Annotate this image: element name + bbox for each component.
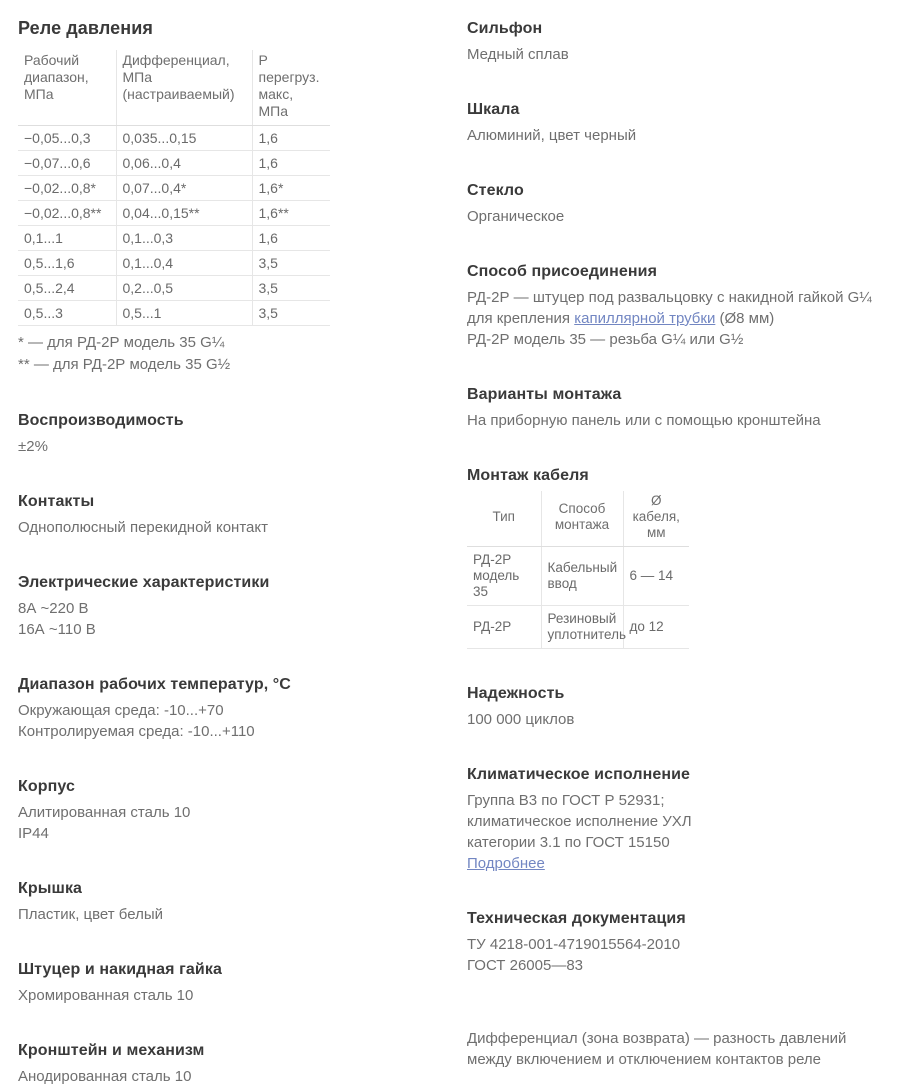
- table-row: [18, 276, 330, 301]
- table-cell: 3,5: [252, 301, 330, 326]
- table-cell: −0,05...0,3: [18, 126, 116, 151]
- page-title: Реле давления: [18, 18, 153, 38]
- table-row: [467, 547, 689, 606]
- section-line: Алитированная сталь 10: [18, 804, 191, 821]
- section-line: На приборную панель или с помощью кронштейна: [467, 412, 821, 429]
- section-bracket-mechanism: [18, 1042, 458, 1087]
- table-cell: Кабельный ввод: [541, 547, 623, 606]
- section-line: 8А ~220 В: [18, 600, 89, 617]
- differential-definition-note: Дифференциал (зона возврата) — разность давлений между включением и отключением контактов реле: [467, 1030, 847, 1068]
- section-title: Корпус: [18, 778, 75, 795]
- table-row: [18, 226, 330, 251]
- table-row: [18, 251, 330, 276]
- table-cell: РД-2Р: [467, 606, 541, 649]
- connection-paragraph: [467, 287, 880, 329]
- section-line: Однополюсный перекидной контакт: [18, 519, 268, 536]
- section-title: Электрические характеристики: [18, 574, 270, 591]
- table-row: [18, 151, 330, 176]
- section-title: Диапазон рабочих температур, °С: [18, 676, 291, 693]
- table-cell: 0,1...0,4: [116, 251, 252, 276]
- table-row: [18, 301, 330, 326]
- connection-paragraph-2: РД-2Р модель 35 — резьба G¼ или G½: [467, 331, 744, 348]
- two-column-layout: [18, 12, 880, 1087]
- section-cover: [18, 880, 458, 925]
- section-line: Алюминий, цвет черный: [467, 127, 637, 144]
- table-cell: 0,5...3: [18, 301, 116, 326]
- table-cell: −0,02...0,8*: [18, 176, 116, 201]
- section-reliability: [467, 685, 880, 730]
- table-cell: 0,1...1: [18, 226, 116, 251]
- section-technical-docs: [467, 910, 880, 976]
- table-cell: 0,06...0,4: [116, 151, 252, 176]
- table-cell: −0,07...0,6: [18, 151, 116, 176]
- section-electrical: [18, 574, 458, 640]
- table-cell: Резиновый уплотнитель: [541, 606, 623, 649]
- table-cell: 1,6**: [252, 201, 330, 226]
- table-cell: 3,5: [252, 276, 330, 301]
- table-header-row: [18, 50, 330, 126]
- table-header-row: [467, 491, 689, 547]
- col-header-diameter: Ø кабеля, мм: [623, 491, 689, 547]
- connection-text-prefix: РД-2Р — штуцер под развальцовку с накидной гайкой G¼ для крепления: [467, 289, 872, 327]
- section-title: Стекло: [467, 182, 524, 199]
- section-title: Техническая документация: [467, 910, 686, 927]
- section-reproducibility: [18, 412, 458, 457]
- section-line: 100 000 циклов: [467, 711, 575, 728]
- section-glass: [467, 182, 880, 227]
- table-cell: 1,6: [252, 226, 330, 251]
- col-header-type: Тип: [467, 491, 541, 547]
- section-line: IP44: [18, 825, 49, 842]
- section-scale: [467, 101, 880, 146]
- climate-link-line: [467, 853, 880, 874]
- section-line: Медный сплав: [467, 46, 569, 63]
- section-line: Органическое: [467, 208, 565, 225]
- section-fitting-nut: [18, 961, 458, 1006]
- section-title: Климатическое исполнение: [467, 766, 691, 783]
- section-title: Монтаж кабеля: [467, 467, 589, 484]
- footnote: ** — для РД-2Р модель 35 G½: [18, 356, 231, 373]
- section-title: Сильфон: [467, 20, 543, 37]
- section-bellows: [467, 20, 880, 65]
- section-body: [18, 778, 458, 844]
- right-column: [467, 12, 880, 1087]
- section-title: Штуцер и накидная гайка: [18, 961, 222, 978]
- table-row: [467, 606, 689, 649]
- table-cell: 0,5...1: [116, 301, 252, 326]
- table-cell: 0,1...0,3: [116, 226, 252, 251]
- section-line: климатическое исполнение УХЛ: [467, 813, 692, 830]
- col-header-differential: Дифференциал, МПа (настраиваемый): [116, 50, 252, 126]
- section-line: категории 3.1 по ГОСТ 15150: [467, 834, 670, 851]
- cable-mounting-table: [467, 491, 689, 649]
- capillary-tube-link[interactable]: капиллярной трубки: [574, 310, 716, 327]
- table-row: [18, 126, 330, 151]
- table-cell: 0,04...0,15**: [116, 201, 252, 226]
- section-line: 16А ~110 В: [18, 621, 96, 638]
- section-title: Надежность: [467, 685, 565, 702]
- table-cell: 0,5...2,4: [18, 276, 116, 301]
- section-cable-mounting: [467, 467, 880, 649]
- section-line: Группа В3 по ГОСТ Р 52931;: [467, 792, 665, 809]
- table-cell: 0,035...0,15: [116, 126, 252, 151]
- section-title: Шкала: [467, 101, 520, 118]
- section-line: Пластик, цвет белый: [18, 906, 163, 923]
- col-header-overload: Р перегруз. макс, МПа: [252, 50, 330, 126]
- section-line: ГОСТ 26005—83: [467, 957, 584, 974]
- table-cell: 1,6*: [252, 176, 330, 201]
- section-title: Кронштейн и механизм: [18, 1042, 205, 1059]
- table-footnotes: [18, 332, 458, 376]
- section-line: ±2%: [18, 438, 48, 455]
- table-cell: 0,2...0,5: [116, 276, 252, 301]
- section-mounting-options: [467, 386, 880, 431]
- connection-text-suffix: (Ø8 мм): [715, 310, 775, 327]
- table-row: [18, 176, 330, 201]
- table-row: [18, 201, 330, 226]
- section-temperature-range: [18, 676, 458, 742]
- section-title: Варианты монтажа: [467, 386, 622, 403]
- table-cell: −0,02...0,8**: [18, 201, 116, 226]
- section-contacts: [18, 493, 458, 538]
- table-cell: до 12: [623, 606, 689, 649]
- section-line: Анодированная сталь 10: [18, 1068, 192, 1085]
- col-header-method: Способ монтажа: [541, 491, 623, 547]
- pressure-relay-table: [18, 50, 330, 326]
- section-line: Контролируемая среда: -10...+110: [18, 723, 255, 740]
- footnote: * — для РД-2Р модель 35 G¼: [18, 334, 225, 351]
- table-cell: 0,07...0,4*: [116, 176, 252, 201]
- section-title: Воспроизводимость: [18, 412, 184, 429]
- table-cell: РД-2Р модель 35: [467, 547, 541, 606]
- more-details-link[interactable]: Подробнее: [467, 855, 545, 872]
- section-title: Контакты: [18, 493, 95, 510]
- section-climate: [467, 766, 880, 874]
- table-cell: 6 — 14: [623, 547, 689, 606]
- left-column: [18, 12, 458, 1087]
- table-cell: 3,5: [252, 251, 330, 276]
- col-header-working-range: Рабочий диапазон, МПа: [18, 50, 116, 126]
- section-title: Способ присоединения: [467, 263, 658, 280]
- section-line: Окружающая среда: -10...+70: [18, 702, 224, 719]
- table-cell: 0,5...1,6: [18, 251, 116, 276]
- section-title: Крышка: [18, 880, 83, 897]
- section-line: Хромированная сталь 10: [18, 987, 194, 1004]
- table-cell: 1,6: [252, 126, 330, 151]
- section-connection-method: [467, 263, 880, 350]
- table-cell: 1,6: [252, 151, 330, 176]
- section-line: ТУ 4218-001-4719015564-2010: [467, 936, 681, 953]
